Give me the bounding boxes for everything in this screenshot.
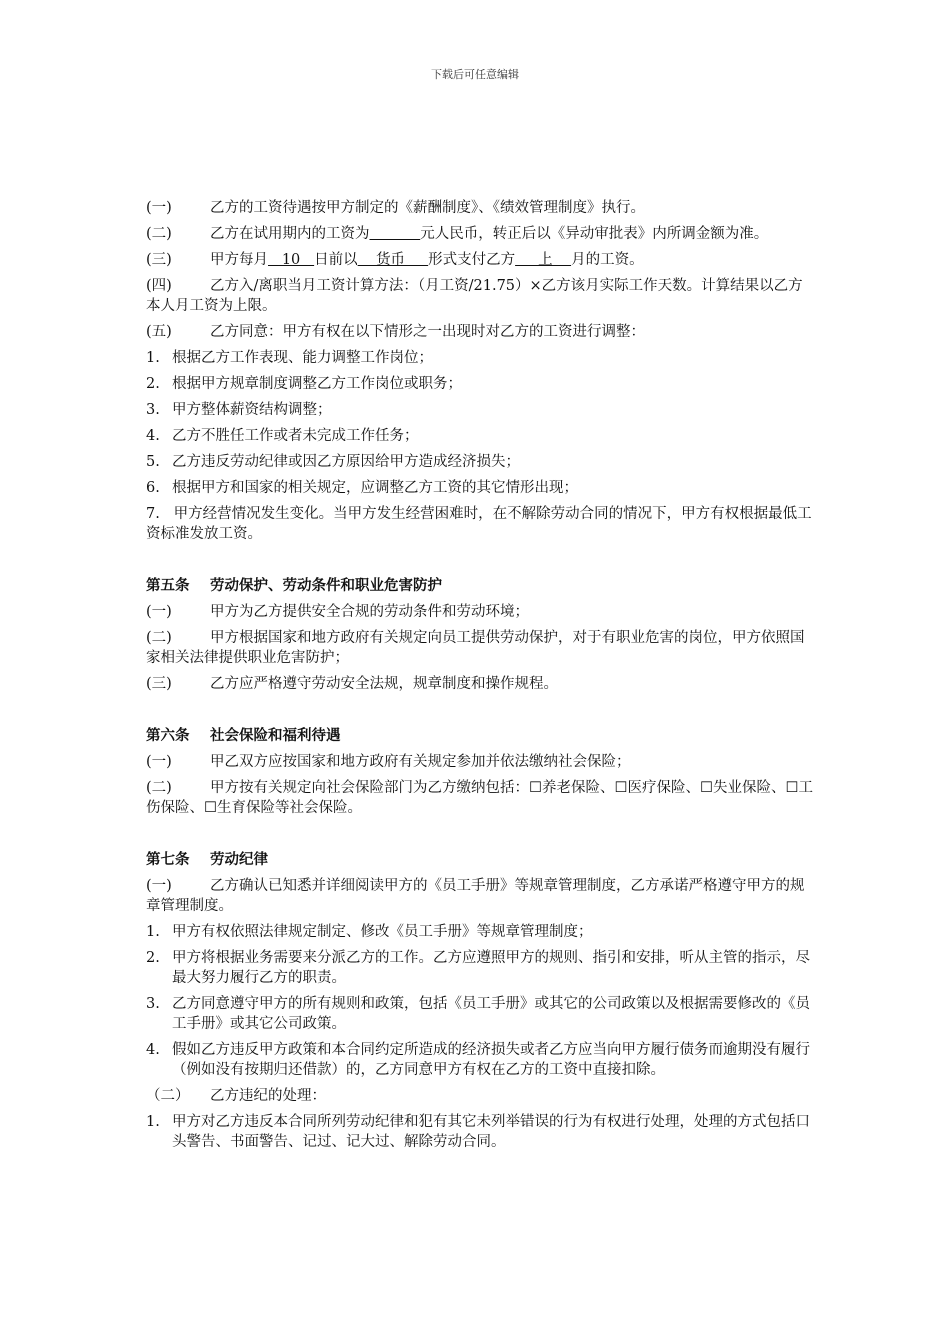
- list-text: 根据甲方规章制度调整乙方工作岗位或职务；: [172, 376, 462, 392]
- list-number: 6.: [146, 480, 160, 496]
- list-number: 2.: [146, 376, 160, 392]
- section-title: 劳动保护、劳动条件和职业危害防护: [210, 577, 442, 594]
- clause-text: 乙方在试用期内的工资为: [210, 226, 370, 242]
- list-item: [146, 348, 816, 368]
- clause-paragraph: [146, 322, 816, 342]
- clause-text: 甲方为乙方提供安全合规的劳动条件和劳动环境；: [210, 604, 529, 620]
- salary-blank: [370, 226, 421, 242]
- clause-marker: (一): [146, 878, 172, 894]
- clause-marker: (三): [146, 252, 172, 268]
- list-text: 根据乙方工作表现、能力调整工作岗位；: [172, 350, 433, 366]
- clause-text: 元人民币，转正后以《异动审批表》内所调金额为准。: [420, 226, 769, 242]
- list-text: 甲方对乙方违反本合同所列劳动纪律和犯有其它未列举错误的行为有权进行处理，处理的方式包括口头警告、书面警告、记过、记大过、解除劳动合同。: [172, 1114, 810, 1150]
- document-body: [146, 198, 816, 1158]
- clause-text: 乙方违纪的处理：: [210, 1088, 326, 1104]
- clause-text: 乙方应严格遵守劳动安全法规，规章制度和操作规程。: [210, 676, 558, 692]
- section-number: 第七条: [146, 851, 190, 868]
- list-number: 7.: [146, 506, 160, 522]
- clause-marker: (三): [146, 676, 172, 692]
- list-item: [146, 922, 816, 942]
- list-number: 1.: [146, 350, 160, 366]
- list-text: 甲方将根据业务需要来分派乙方的工作。乙方应遵照甲方的规则、指引和安排，听从主管的指示，尽最大努力履行乙方的职责。: [172, 950, 810, 986]
- clause-paragraph: [146, 250, 816, 270]
- clause-text: 乙方同意：甲方有权在以下情形之一出现时对乙方的工资进行调整：: [210, 324, 645, 340]
- clause-paragraph: [146, 276, 816, 316]
- clause-marker: (一): [146, 604, 172, 620]
- clause-marker: （二）: [146, 1088, 190, 1104]
- list-item: [146, 1112, 816, 1152]
- list-text: 甲方有权依照法律规定制定、修改《员工手册》等规章管理制度；: [172, 924, 593, 940]
- section-title: 社会保险和福利待遇: [210, 727, 341, 744]
- section-number: 第六条: [146, 727, 190, 744]
- list-number: 3.: [146, 996, 160, 1012]
- list-item: [146, 478, 816, 498]
- list-number: 2.: [146, 950, 160, 966]
- list-item: [146, 948, 816, 988]
- clause-paragraph: [146, 674, 816, 694]
- section-number: 第五条: [146, 577, 190, 594]
- list-text: 假如乙方违反甲方政策和本合同约定所造成的经济损失或者乙方应当向甲方履行债务而逾期没有履行（例如没有按期归还借款）的，乙方同意甲方有权在乙方的工资中直接扣除。: [172, 1042, 810, 1078]
- clause-text: 乙方的工资待遇按甲方制定的《薪酬制度》、《绩效管理制度》执行。: [210, 200, 645, 216]
- clause-text: 乙方入/离职当月工资计算方法：（月工资/21.75）×乙方该月实际工作天数。计算结果以乙方本人月工资为上限。: [146, 278, 803, 314]
- pay-month-value: 上: [515, 252, 572, 268]
- clause-marker: (四): [146, 278, 172, 294]
- clause-text: 甲乙双方应按国家和地方政府有关规定参加并依法缴纳社会保险；: [210, 754, 631, 770]
- clause-paragraph: [146, 778, 816, 818]
- pay-form-value: 货币: [357, 252, 429, 268]
- clause-paragraph: [146, 198, 816, 218]
- clause-marker: (五): [146, 324, 172, 340]
- list-text: 甲方经营情况发生变化。当甲方发生经营困难时，在不解除劳动合同的情况下，甲方有权根据最低工资标准发放工资。: [146, 506, 812, 542]
- clause-text: 甲方每月: [210, 252, 268, 268]
- clause-paragraph: [146, 752, 816, 772]
- list-number: 1.: [146, 1114, 160, 1130]
- list-text: 乙方违反劳动纪律或因乙方原因给甲方造成经济损失；: [172, 454, 520, 470]
- pay-day-value: 10: [268, 252, 315, 268]
- list-number: 5.: [146, 454, 160, 470]
- clause-text: 月的工资。: [571, 252, 644, 268]
- list-item: [146, 374, 816, 394]
- clause-paragraph: [146, 224, 816, 244]
- clause-text: 甲方按有关规定向社会保险部门为乙方缴纳包括：☐养老保险、☐医疗保险、☐失业保险、☐工伤保险、☐生育保险等社会保险。: [146, 780, 813, 816]
- list-item: [146, 504, 816, 544]
- section-heading-7: [146, 850, 816, 870]
- list-number: 3.: [146, 402, 160, 418]
- list-number: 1.: [146, 924, 160, 940]
- list-number: 4.: [146, 1042, 160, 1058]
- list-item: [146, 994, 816, 1034]
- list-text: 甲方整体薪资结构调整；: [172, 402, 332, 418]
- clause-marker: (二): [146, 780, 172, 796]
- violation-list: [146, 1112, 816, 1152]
- section-title: 劳动纪律: [210, 851, 268, 868]
- list-text: 乙方不胜任工作或者未完成工作任务；: [172, 428, 419, 444]
- list-number: 4.: [146, 428, 160, 444]
- list-text: 根据甲方和国家的相关规定，应调整乙方工资的其它情形出现；: [172, 480, 578, 496]
- clause-marker: (一): [146, 200, 172, 216]
- page-header: 下载后可任意编辑: [431, 68, 519, 81]
- discipline-list: [146, 922, 816, 1080]
- clause-marker: (二): [146, 630, 172, 646]
- clause-marker: (一): [146, 754, 172, 770]
- clause-paragraph: [146, 876, 816, 916]
- clause-text: 乙方确认已知悉并详细阅读甲方的《员工手册》等规章管理制度，乙方承诺严格遵守甲方的规章管理制度。: [146, 878, 805, 914]
- list-item: [146, 426, 816, 446]
- list-item: [146, 400, 816, 420]
- section-heading-6: [146, 726, 816, 746]
- list-item: [146, 452, 816, 472]
- clause-paragraph: [146, 628, 816, 668]
- clause-marker: (二): [146, 226, 172, 242]
- adjustment-list: [146, 348, 816, 544]
- section-heading-5: [146, 576, 816, 596]
- list-item: [146, 1040, 816, 1080]
- list-text: 乙方同意遵守甲方的所有规则和政策，包括《员工手册》或其它的公司政策以及根据需要修改的《员工手册》或其它公司政策。: [172, 996, 810, 1032]
- clause-text: 形式支付乙方: [428, 252, 516, 268]
- clause-paragraph: [146, 1086, 816, 1106]
- clause-paragraph: [146, 602, 816, 622]
- clause-text: 日前以: [314, 252, 358, 268]
- clause-text: 甲方根据国家和地方政府有关规定向员工提供劳动保护，对于有职业危害的岗位，甲方依照国家相关法律提供职业危害防护；: [146, 630, 805, 666]
